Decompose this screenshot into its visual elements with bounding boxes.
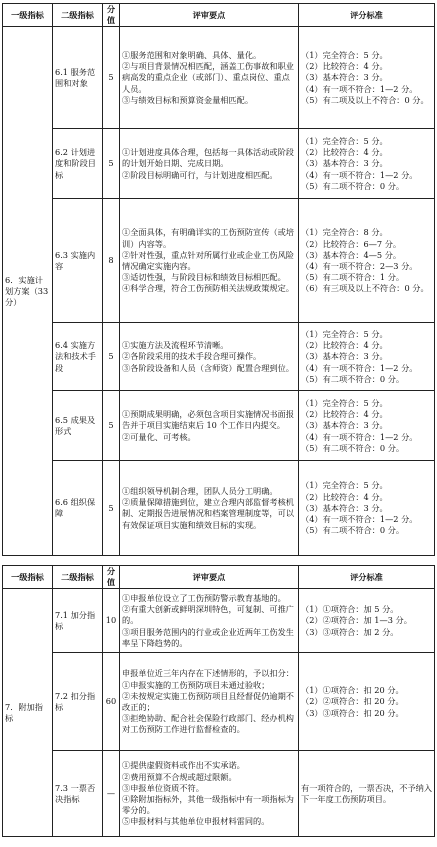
criterion: （2）②项符合：加 1—3 分。 — [301, 615, 412, 626]
review-point: ④科学合理，符合工伤预防相关法规政策规定。 — [122, 283, 294, 294]
review-point: ②阶段目标明确可行，与计划进度相匹配。 — [122, 169, 278, 180]
criterion: （3）基本符合：3 分。 — [301, 351, 388, 362]
criterion: （4）有一项不符合：1—2 分。 — [301, 169, 418, 180]
review-point: ②有重大创新或鲜明深圳特色，可复制、可推广的。 — [122, 604, 294, 626]
review-points-cell — [120, 27, 299, 129]
review-point: ②与项目背景情况相匹配，涵盖工伤事故和职业病高发的重点企业（或部门）、重点岗位、重点人员。 — [122, 61, 294, 94]
level2-cell: 6.5 成果及形式 — [53, 391, 103, 461]
review-point: ②质量保障措施到位，建立合理内部监督考核机制、定期报告进展情况和档案管理制度等，可以有效保证项目实施和绩效目标的实现。 — [122, 497, 294, 530]
level2-cell: 6.3 实施内容 — [53, 199, 103, 323]
header-score: 分值 — [103, 4, 120, 27]
review-point: ⑤申报材料与其他单位申报材料雷同的。 — [122, 816, 270, 827]
header-level1: 一级指标 — [3, 4, 53, 27]
review-point: ③与绩效目标和预算资金量相匹配。 — [122, 94, 254, 105]
table-row — [3, 199, 435, 323]
criterion: （1）完全符合：5 分。 — [301, 480, 388, 491]
criterion: （2）②项符合：扣 20 分。 — [301, 696, 404, 707]
score-cell: 8 — [103, 199, 120, 323]
criterion: （3）基本符合：3 分。 — [301, 158, 388, 169]
review-point: ①全面具体，有明确详实的工伤预防宣传（或培训）内容等。 — [122, 227, 294, 249]
score-cell: 5 — [103, 27, 120, 129]
criteria-cell — [299, 199, 435, 323]
criterion: （3）③项符合：加 2 分。 — [301, 626, 399, 637]
criterion: （1）完全符合：5 分。 — [301, 328, 388, 339]
review-point: ①组织领导机制合理，团队人员分工明确。 — [122, 486, 278, 496]
level2-cell: 6.2 计划进度和阶段目标 — [53, 129, 103, 199]
criteria-cell — [299, 391, 435, 461]
criteria-cell — [299, 129, 435, 199]
score-cell: 60 — [103, 653, 120, 751]
review-point: ①申报单位设立了工伤预防警示教育基地的。 — [122, 592, 286, 603]
criterion: （2）比较符合：4 分。 — [301, 409, 388, 420]
review-point: ②各阶段采用的技术手段合理可操作。 — [122, 351, 262, 362]
criterion: （2）比较符合：4 分。 — [301, 147, 388, 158]
score-cell: — — [103, 751, 120, 837]
criterion: （5）有二项不符合：1 分。 — [301, 272, 405, 283]
criteria-cell — [299, 461, 435, 556]
criterion: （4）有一项不符合：1—2 分。 — [301, 83, 418, 94]
criterion: （3）基本符合：3 分。 — [301, 420, 388, 431]
criterion: （4）有一项不符合：1—2 分。 — [301, 431, 418, 442]
criterion: （1）完全符合：5 分。 — [301, 397, 388, 408]
criterion: （6）有三项及以上不符合：0 分。 — [301, 283, 429, 294]
review-points-cell — [120, 461, 299, 556]
level2-cell: 6.4 实施方法和技术手段 — [53, 323, 103, 391]
table-row — [3, 129, 435, 199]
review-point: ①申报实施的工伤预防项目未通过验收； — [122, 679, 270, 690]
review-points-cell — [120, 751, 299, 837]
review-point: ①实施方法及流程环节清晰。 — [122, 340, 229, 351]
score-cell: 10 — [103, 589, 120, 653]
review-point: ③各阶段设备和人员（含师资）配置合理到位。 — [122, 362, 294, 373]
header-level2: 二级指标 — [53, 566, 103, 589]
criterion: （1）完全符合：5 分。 — [301, 49, 388, 60]
header-scoring-criteria: 评分标准 — [299, 566, 435, 589]
score-cell: 5 — [103, 323, 120, 391]
criterion: （4）有一项不符合：1—2 分。 — [301, 514, 418, 524]
review-point: ②费用预算不合规或超过限额。 — [122, 771, 237, 782]
review-points-cell — [120, 199, 299, 323]
score-cell: 5 — [103, 391, 120, 461]
criterion: （3）③项符合：扣 20 分。 — [301, 707, 404, 718]
criterion: （5）有二项不符合：0 分。 — [301, 525, 405, 536]
review-point: ①预期成果明确，必须包含项目实施情况书面报告并于项目实施结束后 10 个工作日内提交。 — [122, 409, 294, 431]
criterion: （3）基本符合：3 分。 — [301, 72, 388, 83]
header-level2: 二级指标 — [53, 4, 103, 27]
review-point: ①提供虚假资料或作出不实承诺。 — [122, 760, 245, 771]
criterion: （1）①项符合：加 5 分。 — [301, 604, 399, 615]
scoring-table-implementation-plan — [2, 3, 435, 556]
criteria-cell — [299, 323, 435, 391]
review-points-cell — [120, 129, 299, 199]
table-header-row — [3, 4, 435, 27]
review-point: ①服务范围和对象明确、具体、量化。 — [122, 49, 262, 60]
criterion: （4）有一项不符合：1—2 分。 — [301, 362, 418, 373]
criteria-cell — [299, 751, 435, 837]
level2-cell: 7.2 扣分指标 — [53, 653, 103, 751]
criterion: （4）有一项不符合：2—3 分。 — [301, 260, 418, 271]
table-row — [3, 751, 435, 837]
criterion: （2）比较符合：4 分。 — [301, 61, 388, 72]
table-row — [3, 461, 435, 556]
criterion: （1）①项符合：扣 20 分。 — [301, 685, 404, 696]
table-row — [3, 323, 435, 391]
header-level1: 一级指标 — [3, 566, 53, 589]
level2-cell: 7.3 一票否决指标 — [53, 751, 103, 837]
review-point: ①计划进度具体合理，包括每一具体活动或阶段的计划开始日期、完成日期。 — [122, 147, 294, 169]
review-point: ③申报单位资质不符。 — [122, 782, 204, 793]
review-point: 申报单位近三年内存在下述情形的，予以扣分： — [122, 668, 294, 679]
table-row — [3, 27, 435, 129]
scoring-table-additional-indicators — [2, 565, 435, 837]
criterion: （5）有二项不符合：0 分。 — [301, 373, 405, 384]
review-point: ④除附加指标外，其他一级指标中有一项指标为零分的。 — [122, 793, 294, 816]
review-point: ③适切性强，与阶段目标和绩效目标相匹配。 — [122, 272, 286, 283]
criterion: 有一项符合的，一票否决，不予纳入下一年度工伤预防项目。 — [301, 782, 433, 804]
criterion: （2）比较符合：4 分。 — [301, 491, 388, 502]
level2-cell: 7.1 加分指标 — [53, 589, 103, 653]
table-row — [3, 653, 435, 751]
level1-cell: 7．附加指标 — [3, 589, 53, 837]
review-point: ③项目服务范围内的行业或企业近两年工伤发生率呈下降趋势的。 — [122, 626, 294, 648]
criterion: （3）基本符合：4—5 分。 — [301, 249, 402, 260]
criterion: （3）基本符合：3 分。 — [301, 502, 388, 513]
criteria-cell — [299, 589, 435, 653]
header-review-points: 评审要点 — [120, 4, 299, 27]
criterion: （1）完全符合：8 分。 — [301, 227, 388, 238]
table-row — [3, 391, 435, 461]
score-cell: 5 — [103, 129, 120, 199]
review-point: ②可量化、可考核。 — [122, 431, 196, 442]
level1-cell: 6．实施计划方案（33 分） — [3, 27, 53, 556]
review-points-cell — [120, 589, 299, 653]
criterion: （5）有二项不符合：0 分。 — [301, 180, 405, 191]
review-point: ②针对性强，重点针对所属行业或企业工伤风险情况确定实施内容。 — [122, 249, 294, 271]
table-row — [3, 589, 435, 653]
criterion: （2）比较符合：4 分。 — [301, 340, 388, 351]
header-score: 分值 — [103, 566, 120, 589]
review-point: ②未按规定实施工伤预防项目且经督促仍逾期不改正的； — [122, 690, 294, 712]
header-scoring-criteria: 评分标准 — [299, 4, 435, 27]
review-points-cell — [120, 391, 299, 461]
criterion: （2）比较符合：6—7 分。 — [301, 238, 402, 249]
table-header-row — [3, 566, 435, 589]
level2-cell: 6.1 服务范围和对象 — [53, 27, 103, 129]
review-point: ③拒绝协助、配合社会保险行政部门、经办机构对工伤预防工作进行监督检查的。 — [122, 713, 294, 735]
review-points-cell — [120, 653, 299, 751]
header-review-points: 评审要点 — [120, 566, 299, 589]
criteria-cell — [299, 27, 435, 129]
criterion: （1）完全符合：5 分。 — [301, 135, 388, 146]
level2-cell: 6.6 组织保障 — [53, 461, 103, 556]
review-points-cell — [120, 323, 299, 391]
score-cell: 5 — [103, 461, 120, 556]
criterion: （5）有二项不符合：0 分。 — [301, 442, 405, 453]
criteria-cell — [299, 653, 435, 751]
criterion: （5）有二项及以上不符合：0 分。 — [301, 94, 429, 105]
